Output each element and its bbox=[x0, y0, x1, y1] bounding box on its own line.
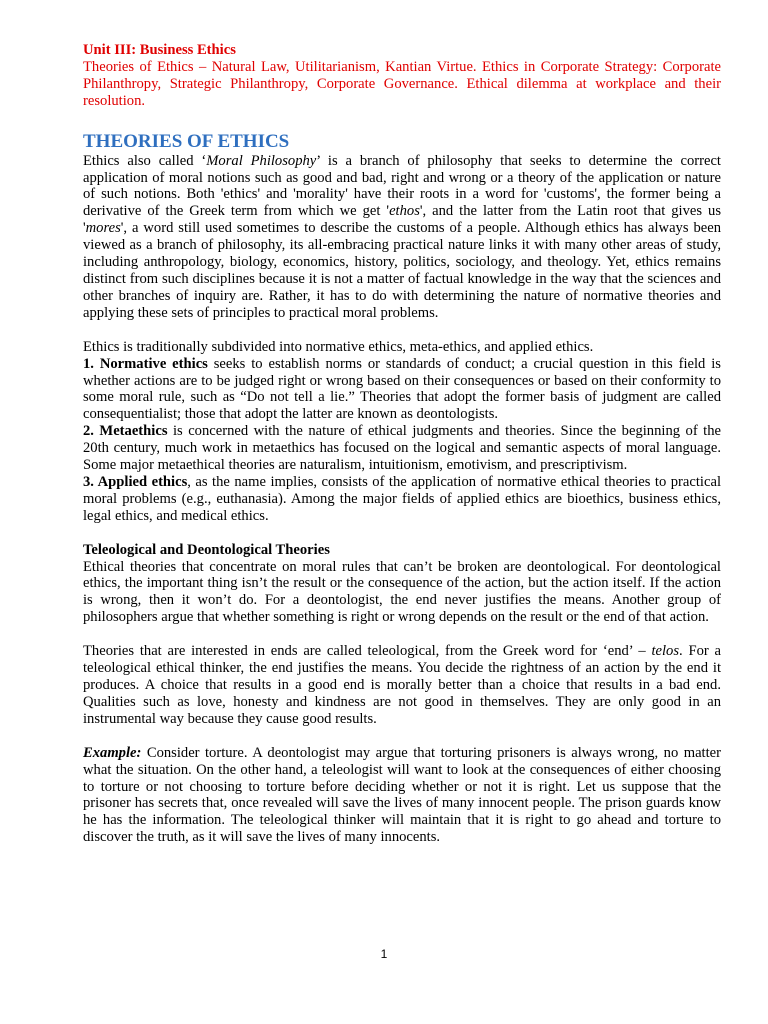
example-label: Example: bbox=[83, 744, 142, 761]
teleo-paragraph-1: Ethical theories that concentrate on moral rules that can’t be broken are deontological. For deontological ethics, the important thing isn’t the result or the consequence of the action, but the action itself. If the action is wrong, then it won’t do. For a deontologist, the end never justifies the means. Another group of philosophers argue that whether something is right or wrong depends on the result or the end of that action. bbox=[83, 558, 721, 626]
intro-text-2: ’ is a branch of philosophy that seeks to determine the correct application of moral notions such as good and bad, right and wrong or a theory of the application or nature of such notions. Both 'ethics' and 'morality' have their roots in a word for 'customs', the former being a derivative of the Greek term from which we get ' bbox=[83, 152, 721, 220]
list-item-label: 1. Normative ethics bbox=[83, 355, 208, 372]
intro-italic-2: ethos bbox=[389, 203, 420, 220]
list-item-applied bbox=[83, 474, 721, 525]
teleo-text-a: Theories that are interested in ends are called teleological, from the Greek word for ‘end’ – bbox=[83, 643, 652, 660]
intro-paragraph bbox=[83, 153, 721, 322]
teleo-paragraph-2 bbox=[83, 643, 721, 728]
unit-title: Unit III: Business Ethics bbox=[83, 42, 236, 58]
page-number: 1 bbox=[380, 947, 388, 961]
section-heading: THEORIES OF ETHICS bbox=[83, 130, 290, 152]
example-paragraph bbox=[83, 745, 721, 846]
list-item-label: 2. Metaethics bbox=[83, 423, 168, 440]
teleo-italic: telos bbox=[651, 643, 680, 660]
list-item-text: seeks to establish norms or standards of conduct; a crucial question in this field is whether actions are to be judged right or wrong based on their consequences or based on their conformity to some moral rule, such as “Do not tell a lie.” Theories that adopt the former basis of judgment are called consequentialist; those that adopt the latter are known as deontologists. bbox=[83, 355, 721, 423]
list-item-label: 3. Applied ethics bbox=[83, 473, 188, 490]
spacer bbox=[83, 728, 721, 745]
list-item-normative bbox=[83, 356, 721, 424]
teleo-text-b: . For a teleological ethical thinker, the end justifies the means. You decide the rightness of an action by the end it produces. A choice that results in a good end is morally better than a choice that results in a bad end. Qualities such as love, honesty and kindness are not good in themselves. They are only good in an instrumental way because they cause good results. bbox=[83, 643, 721, 727]
example-text: Consider torture. A deontologist may argue that torturing prisoners is always wrong, no matter what the situation. On the other hand, a teleologist will want to look at the consequences of either choosing to torture or not choosing to torture before deciding whether or not it is right. Let us suppose that the prisoner has secrets that, once revealed will save the lives of many innocent people. The prison guards know he has the information. The teleological thinker will maintain that it is right to go ahead and torture to discover the truth, as it will save the lives of many innocents. bbox=[83, 744, 721, 846]
intro-italic-3: mores bbox=[85, 220, 121, 237]
intro-italic-1: Moral Philosophy bbox=[206, 152, 317, 169]
intro-text-4: ', a word still used sometimes to describe the customs of a people. Although ethics has always been viewed as a branch of philosophy, its all-embracing practical nature links it with many other areas of study, including anthropology, biology, economics, history, politics, sociology, and theology. Yet, ethics remains distinct from such disciplines because it is not a matter of factual knowledge in the way that the sciences and other branches of inquiry are. Rather, it has to do with determining the nature of normative theories and applying these sets of principles to practical moral problems. bbox=[83, 220, 721, 321]
spacer bbox=[83, 626, 721, 643]
spacer bbox=[83, 322, 721, 339]
unit-topics: Theories of Ethics – Natural Law, Utilitarianism, Kantian Virtue. Ethics in Corporate Strategy: Corporate Philanthropy, Strategic Philanthropy, Corporate Governance. Ethical dilemma at workplace and their resolution. bbox=[83, 58, 721, 109]
intro-text-3: ', and the latter from the Latin root that gives us ' bbox=[83, 203, 721, 237]
subsection-heading: Teleological and Deontological Theories bbox=[83, 541, 330, 558]
list-item-metaethics bbox=[83, 423, 721, 474]
page-content bbox=[83, 42, 721, 846]
list-item-text: is concerned with the nature of ethical judgments and theories. Since the beginning of the 20th century, much work in metaethics has focused on the logical and semantic aspects of moral language. Some major metaethical theories are naturalism, intuitionism, emotivism, and prescriptivism. bbox=[83, 423, 721, 474]
subdivision-paragraph: Ethics is traditionally subdivided into normative ethics, meta-ethics, and applied ethics. bbox=[83, 338, 594, 355]
spacer bbox=[83, 525, 721, 542]
list-item-text: , as the name implies, consists of the application of normative ethical theories to practical moral problems (e.g., euthanasia). Among the major fields of applied ethics are bioethics, business ethics, legal ethics, and medical ethics. bbox=[83, 473, 721, 524]
intro-text-1: Ethics also called ‘ bbox=[83, 152, 207, 169]
